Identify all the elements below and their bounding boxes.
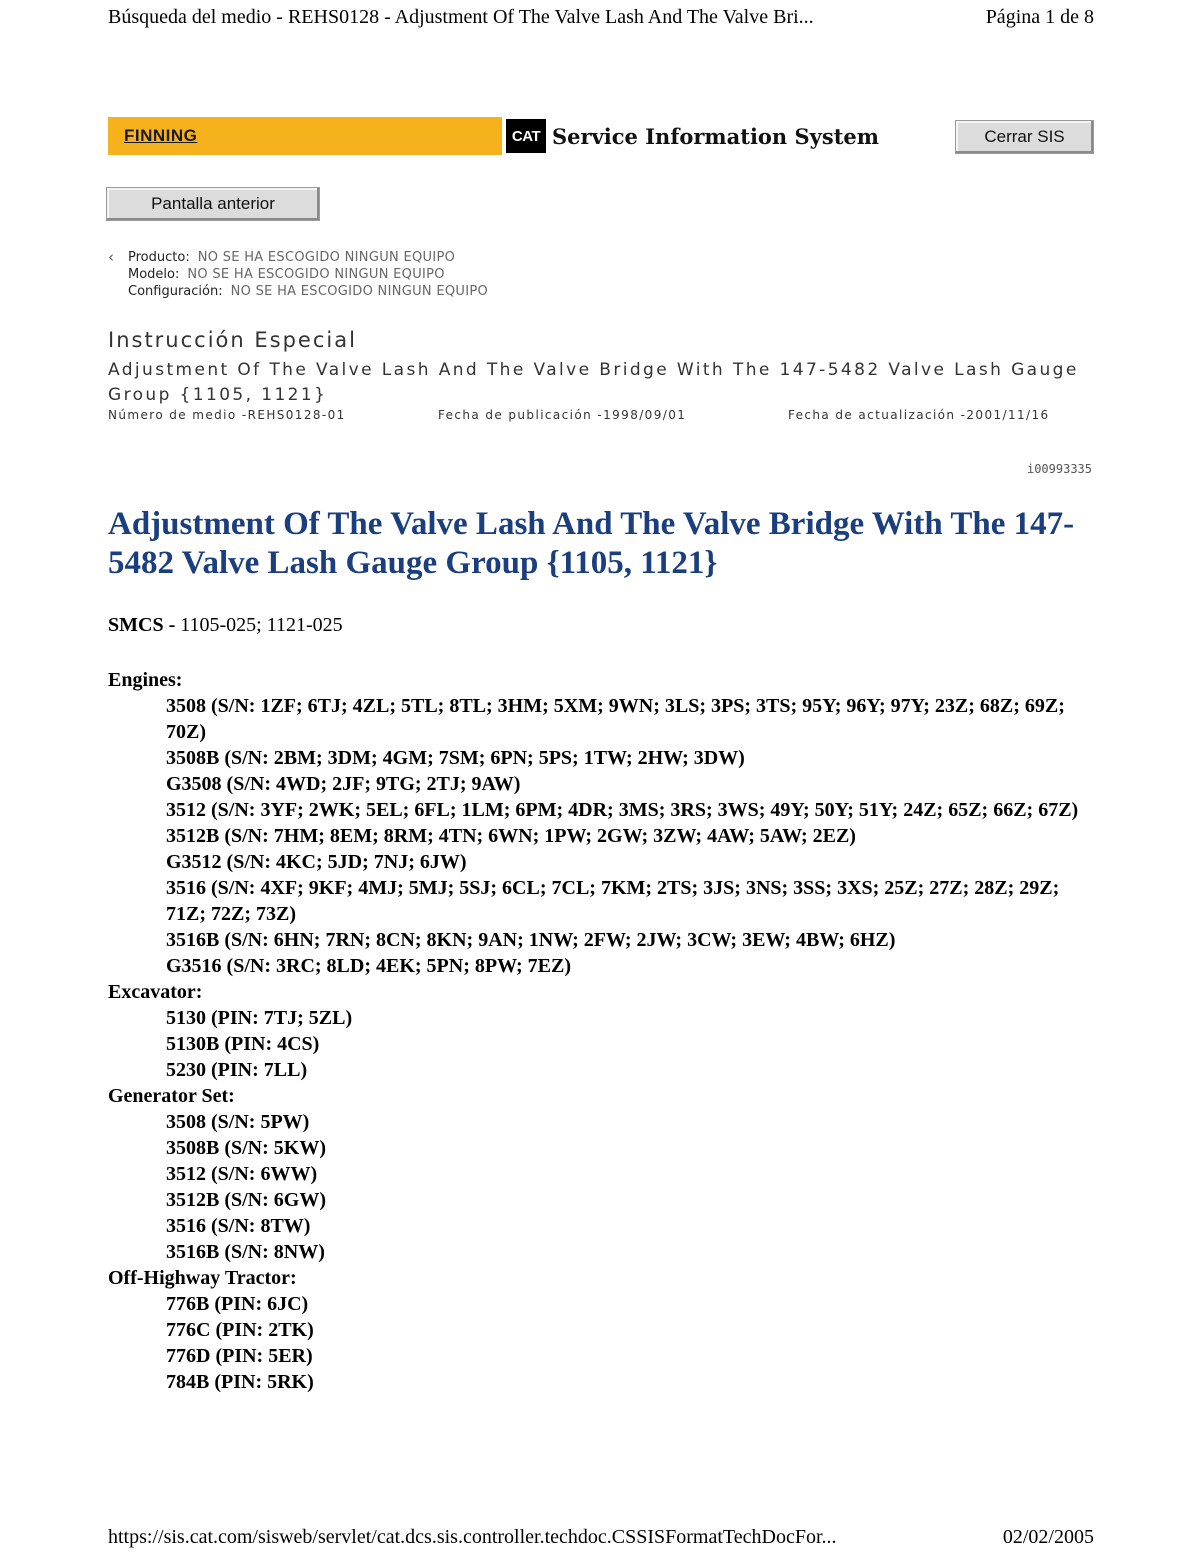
list-item: 3512B (S/N: 6GW) <box>166 1189 326 1211</box>
print-footer-date: 02/02/2005 <box>1002 1526 1094 1548</box>
list-item: 3512 (S/N: 6WW) <box>166 1163 318 1185</box>
list-item: 784B (PIN: 5RK) <box>166 1371 314 1393</box>
page-title: Adjustment Of The Valve Lash And The Valve Bridge With The 147-5482 Valve Lash Gauge Group {1105, 1121} <box>108 506 1075 581</box>
print-page-number: Página 1 de 8 <box>985 6 1094 28</box>
print-header-title: Búsqueda del medio - REHS0128 - Adjustment Of The Valve Lash And The Valve Bri... <box>108 6 814 28</box>
print-footer-url: https://sis.cat.com/sisweb/servlet/cat.dcs.sis.controller.techdoc.CSSISFormatTechDocFor... <box>108 1526 837 1548</box>
list-item: 776B (PIN: 6JC) <box>166 1293 309 1315</box>
sis-banner <box>108 117 1094 155</box>
finning-logo[interactable]: FINNING <box>124 126 198 145</box>
cat-branding <box>506 119 879 153</box>
product-value: NO SE HA ESCOGIDO NINGUN EQUIPO <box>197 250 456 265</box>
list-item: 5230 (PIN: 7LL) <box>166 1059 308 1081</box>
list-item: 5130B (PIN: 4CS) <box>166 1033 320 1055</box>
cat-logo-icon: CAT <box>506 119 546 153</box>
list-item: 3508B (S/N: 5KW) <box>166 1137 326 1159</box>
product-label: Producto: <box>128 250 190 265</box>
category-heading: Off-Highway Tractor: <box>108 1267 297 1289</box>
model-value: NO SE HA ESCOGIDO NINGUN EQUIPO <box>187 267 445 282</box>
list-item: 3508 (S/N: 5PW) <box>166 1111 310 1133</box>
smcs-label: SMCS - <box>108 614 176 636</box>
publication-date: Fecha de publicación -1998/09/01 <box>438 408 687 422</box>
category-heading: Excavator: <box>108 981 203 1003</box>
list-item: 5130 (PIN: 7TJ; 5ZL) <box>166 1007 353 1029</box>
list-item: G3512 (S/N: 4KC; 5JD; 7NJ; 6JW) <box>166 851 467 873</box>
update-date: Fecha de actualización -2001/11/16 <box>788 408 1050 422</box>
media-number: Número de medio -REHS0128-01 <box>108 408 346 422</box>
model-label: Modelo: <box>128 267 180 282</box>
list-item: 3508B (S/N: 2BM; 3DM; 4GM; 7SM; 6PN; 5PS; 1TW; 2HW; 3DW) <box>166 747 745 769</box>
list-item: 3512B (S/N: 7HM; 8EM; 8RM; 4TN; 6WN; 1PW; 2GW; 3ZW; 4AW; 5AW; 2EZ) <box>166 825 856 847</box>
selection-row-product <box>108 249 488 266</box>
dealer-banner <box>108 117 502 155</box>
configuration-label: Configuración: <box>128 284 223 299</box>
equipment-selection <box>108 249 488 300</box>
list-item: 3516 (S/N: 8TW) <box>166 1215 311 1237</box>
list-item: 3516B (S/N: 6HN; 7RN; 8CN; 8KN; 9AN; 1NW; 2FW; 2JW; 3CW; 3EW; 4BW; 6HZ) <box>166 929 896 951</box>
list-item: 3516 (S/N: 4XF; 9KF; 4MJ; 5MJ; 5SJ; 6CL; 7CL; 7KM; 2TS; 3JS; 3NS; 3SS; 3XS; 25Z; 27Z; 28Z; 29Z; 71Z; 72Z; 73Z) <box>166 877 1060 925</box>
document-type: Instrucción Especial <box>108 328 357 352</box>
system-title: Service Information System <box>552 123 879 149</box>
smcs-value: 1105-025; 1121-025 <box>180 614 343 636</box>
illustration-id: i00993335 <box>1026 462 1092 476</box>
list-item: G3516 (S/N: 3RC; 8LD; 4EK; 5PN; 8PW; 7EZ) <box>166 955 571 977</box>
selection-row-configuration <box>108 283 488 300</box>
print-header <box>108 6 1094 29</box>
list-item: 776D (PIN: 5ER) <box>166 1345 313 1367</box>
category-heading: Generator Set: <box>108 1085 235 1107</box>
close-sis-button[interactable]: Cerrar SIS <box>955 120 1094 154</box>
smcs-codes <box>108 614 343 637</box>
print-footer <box>108 1526 1094 1549</box>
list-item: 776C (PIN: 2TK) <box>166 1319 314 1341</box>
list-item: 3512 (S/N: 3YF; 2WK; 5EL; 6FL; 1LM; 6PM; 4DR; 3MS; 3RS; 3WS; 49Y; 50Y; 51Y; 24Z; 65Z; 66Z; 67Z) <box>166 799 1079 821</box>
list-item: 3508 (S/N: 1ZF; 6TJ; 4ZL; 5TL; 8TL; 3HM; 5XM; 9WN; 3LS; 3PS; 3TS; 95Y; 96Y; 97Y; 23Z; 68Z; 69Z; 70Z) <box>166 695 1065 743</box>
chevron-left-icon[interactable]: ‹ <box>108 248 114 266</box>
category-heading: Engines: <box>108 669 183 691</box>
selection-row-model <box>108 266 488 283</box>
configuration-value: NO SE HA ESCOGIDO NINGUN EQUIPO <box>230 284 489 299</box>
applicable-models <box>108 667 1100 1395</box>
list-item: 3516B (S/N: 8NW) <box>166 1241 325 1263</box>
previous-screen-button[interactable]: Pantalla anterior <box>106 187 320 221</box>
list-item: G3508 (S/N: 4WD; 2JF; 9TG; 2TJ; 9AW) <box>166 773 521 795</box>
document-subtitle: Adjustment Of The Valve Lash And The Valve Bridge With The 147-5482 Valve Lash Gauge Group {1105, 1121} <box>108 360 1079 405</box>
